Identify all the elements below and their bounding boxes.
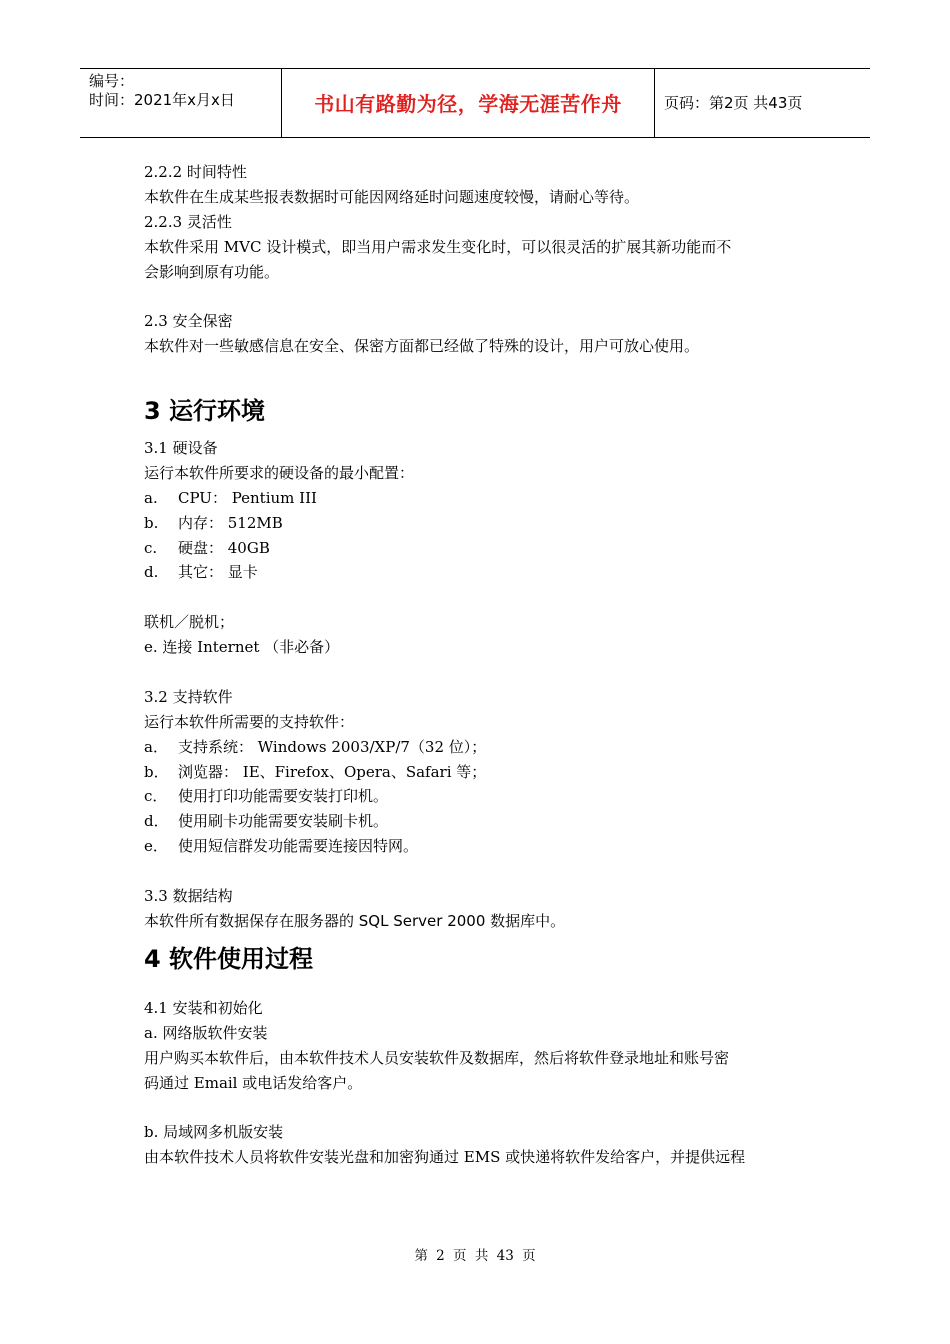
section-title: 2.2.2 时间特性 [144, 163, 247, 181]
list-text: 其它： 显卡 [178, 563, 258, 582]
list-text: 使用刷卡功能需要安装刷卡机。 [178, 812, 389, 831]
chapter-heading: 4 软件使用过程 [144, 944, 314, 973]
paragraph: 本软件对一些敏感信息在安全、保密方面都已经做了特殊的设计，用户可放心使用。 [144, 337, 700, 356]
list-text: CPU： Pentium III [178, 488, 317, 507]
paragraph [144, 909, 814, 934]
subsection-title: b. 局域网多机版安装 [144, 1123, 284, 1142]
spacer [144, 1095, 814, 1120]
paragraph-line: 由本软件技术人员将软件安装光盘和加密狗通过 EMS 或快递将软件发给客户，并提供远程 [144, 1148, 746, 1167]
list-text: 硬盘： 40GB [178, 538, 270, 557]
text-run: 本软件所有数据保存在服务器的 [144, 911, 359, 930]
list-marker: b. [144, 513, 159, 532]
page-footer: 第 2 页 共 43 页 [414, 1248, 536, 1264]
paragraph-line: 用户购买本软件后，由本软件技术人员安装软件及数据库，然后将软件登录地址和账号密 [144, 1048, 730, 1067]
list-item [144, 536, 814, 561]
list-marker: d． [144, 812, 169, 831]
serial-label: 编号： [89, 72, 135, 90]
list-text: 使用打印功能需要安装打印机。 [178, 787, 389, 806]
spacer [144, 585, 814, 610]
time-label: 时间：2021年x月x日 [89, 91, 235, 109]
list-text: 支持系统： Windows 2003/XP/7（32 位）； [178, 737, 487, 756]
section-title: 3.2 支持软件 [144, 687, 233, 706]
list-item [144, 834, 814, 859]
paragraph: 本软件在生成某些报表数据时可能因网络延时问题速度较慢，请耐心等待。 [144, 187, 640, 206]
list-marker: c. [144, 538, 158, 557]
header-motto: 书山有路勤为径，学海无涯苦作舟 [314, 92, 622, 116]
section-title: 3.1 硬设备 [144, 439, 218, 458]
document-body [144, 160, 814, 1170]
section-title: 2.3 安全保密 [144, 312, 233, 331]
spacer [144, 859, 814, 884]
header-page-cell [655, 69, 870, 137]
list-text: 使用短信群发功能需要连接因特网。 [178, 837, 419, 856]
list-marker: c． [144, 787, 168, 806]
paragraph-line: 会影响到原有功能。 [144, 262, 280, 281]
chapter-heading: 3 运行环境 [144, 397, 266, 426]
list-text: 内存： 512MB [178, 513, 283, 532]
header-motto-cell [282, 69, 655, 137]
spacer [144, 660, 814, 685]
text-run-sql: SQL Server 2000 [358, 911, 486, 930]
list-marker: a． [144, 737, 168, 756]
list-item [144, 784, 814, 809]
list-item: e. 连接 Internet （非必备） [144, 638, 340, 657]
header-meta [80, 69, 282, 137]
list-marker: b． [144, 762, 169, 781]
paragraph: 联机／脱机； [144, 613, 235, 632]
spacer [144, 284, 814, 309]
list-marker: e． [144, 837, 168, 856]
paragraph: 运行本软件所要求的硬设备的最小配置： [144, 463, 415, 482]
text-run: 数据库中。 [485, 911, 566, 930]
paragraph-line: 码通过 Email 或电话发给客户。 [144, 1073, 363, 1092]
spacer [144, 359, 814, 384]
list-item [144, 760, 814, 785]
section-title: 2.2.3 灵活性 [144, 212, 232, 231]
section-title: 4.1 安装和初始化 [144, 998, 263, 1017]
paragraph: 运行本软件所需要的支持软件： [144, 712, 355, 731]
list-item [144, 486, 814, 511]
list-marker: d. [144, 563, 159, 582]
list-item [144, 511, 814, 536]
section-title: 3.3 数据结构 [144, 887, 233, 906]
list-item [144, 560, 814, 585]
list-item [144, 735, 814, 760]
paragraph-line: 本软件采用 MVC 设计模式，即当用户需求发生变化时，可以很灵活的扩展其新功能而不 [144, 237, 732, 256]
list-text: 浏览器： IE、Firefox、Opera、Safari 等； [178, 762, 487, 781]
subsection-title: a. 网络版软件安装 [144, 1023, 268, 1042]
list-marker: a. [144, 488, 158, 507]
header-page-info: 页码：第2页 共43页 [664, 94, 803, 112]
page-header [80, 68, 870, 138]
list-item [144, 809, 814, 834]
